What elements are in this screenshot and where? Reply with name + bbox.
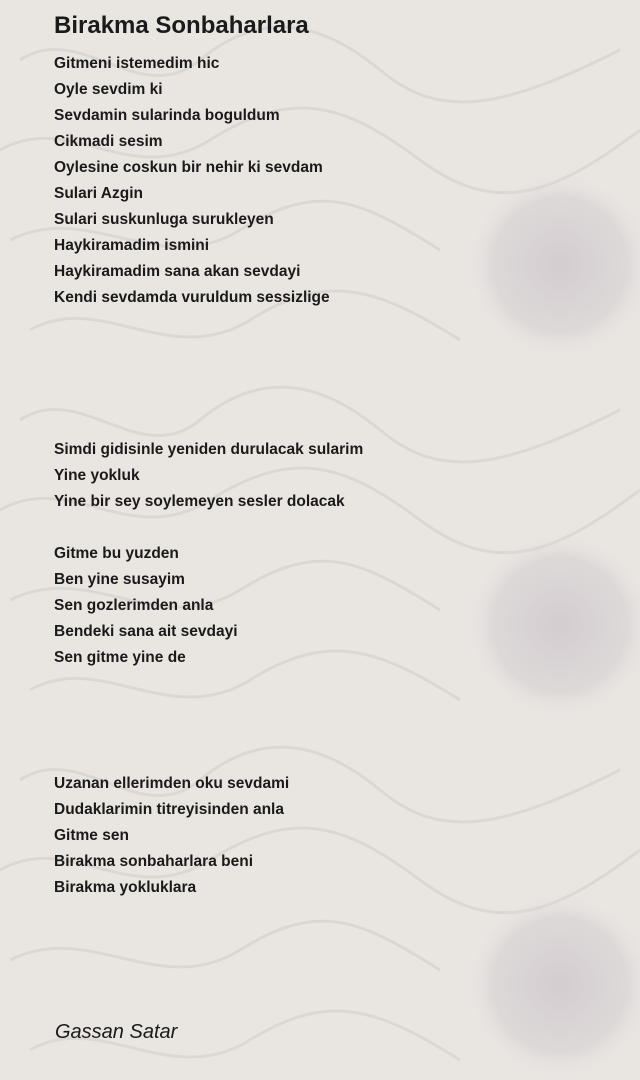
stanza-1: [54, 51, 330, 311]
poem-line: Haykiramadim ismini: [54, 237, 210, 254]
poem-line: Bendeki sana ait sevdayi: [54, 623, 238, 640]
poem-line: Simdi gidisinle yeniden durulacak sularim: [54, 441, 364, 458]
stanza-4: [54, 771, 289, 901]
poem-line: Sulari suskunluga surukleyen: [54, 211, 274, 228]
poem-title: Birakma Sonbaharlara: [54, 12, 309, 39]
poem-line: Dudaklarimin titreyisinden anla: [54, 801, 284, 818]
poem-line: Ben yine susayim: [54, 571, 185, 588]
stanza-2: [54, 437, 363, 515]
poem-line: Cikmadi sesim: [54, 133, 163, 150]
poem-line: Kendi sevdamda vuruldum sessizlige: [54, 289, 330, 306]
poem-line: Sen gitme yine de: [54, 649, 186, 666]
stanza-3: [54, 541, 238, 671]
poem-line: Sen gozlerimden anla: [54, 597, 214, 614]
poem-line: Birakma yokluklara: [54, 879, 197, 896]
poem-line: Gitme sen: [54, 827, 129, 844]
poem-line: Sulari Azgin: [54, 185, 143, 202]
poem-line: Uzanan ellerimden oku sevdami: [54, 775, 290, 792]
poem-line: Birakma sonbaharlara beni: [54, 853, 253, 870]
poem-line: Oyle sevdim ki: [54, 81, 163, 98]
poem-line: Sevdamin sularinda boguldum: [54, 107, 280, 124]
poem-line: Gitme bu yuzden: [54, 545, 179, 562]
poem-author: Gassan Satar: [55, 1021, 178, 1043]
poem-line: Yine bir sey soylemeyen sesler dolacak: [54, 493, 345, 510]
poem-line: Yine yokluk: [54, 467, 140, 484]
poem-line: Oylesine coskun bir nehir ki sevdam: [54, 159, 323, 176]
poem-line: Gitmeni istemedim hic: [54, 55, 220, 72]
poem-line: Haykiramadim sana akan sevdayi: [54, 263, 301, 280]
